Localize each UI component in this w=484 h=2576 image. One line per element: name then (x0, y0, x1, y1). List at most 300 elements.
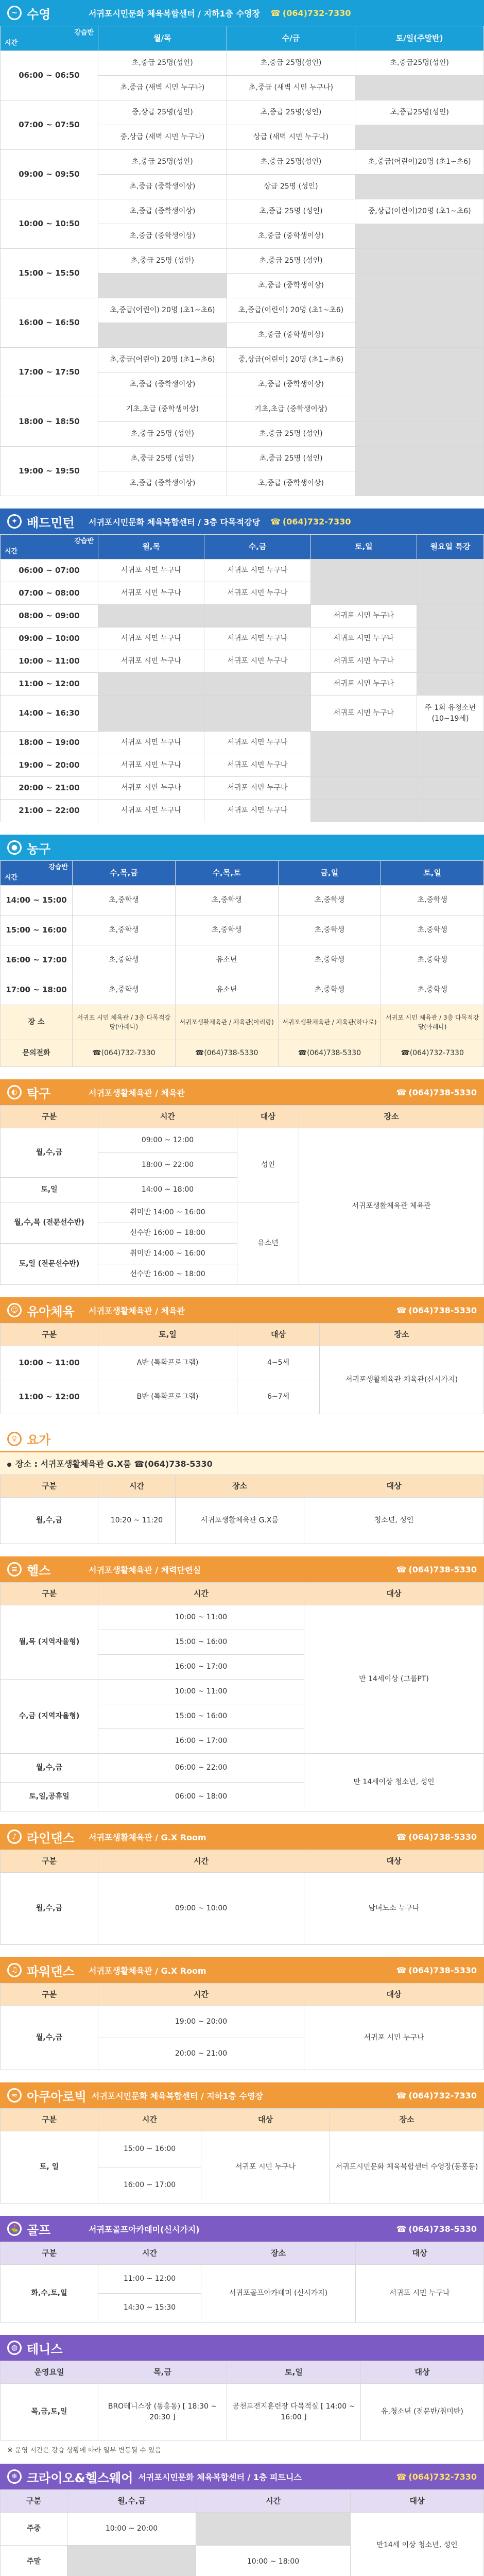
badminton-cell-empty (204, 696, 310, 732)
badminton-cell: 서귀포 시민 누구나 (98, 582, 204, 605)
gym-target: 만 14세이상 청소년, 성인 (304, 1754, 484, 1811)
rhythmic-tel[interactable]: ☎ (064)738-5330 (396, 1305, 477, 1315)
badminton-cell: 서귀포 시민 누구나 (310, 696, 417, 732)
basketball-table (0, 860, 484, 1067)
wellness-cell-empty (67, 2546, 196, 2576)
swim-cell: 초,중급 (중학생이상) (227, 274, 355, 298)
yoga-target: 청소년, 성인 (304, 1498, 484, 1544)
tabletennis-col: 장소 (299, 1106, 484, 1128)
badminton-time: 07:00 ~ 08:00 (1, 582, 98, 605)
rhythmic-prog: B반 (특화프로그램) (98, 1380, 237, 1414)
tabletennis-time: 취미반 14:00 ~ 16:00 (98, 1244, 237, 1264)
phone-icon: ☎ (270, 8, 281, 18)
swim-title: 수영 (27, 7, 51, 22)
golf-tel[interactable]: ☎ (064)738-5330 (396, 2224, 477, 2234)
badminton-time: 14:00 ~ 16:30 (1, 696, 98, 732)
tennis-section (0, 2335, 484, 2459)
gym-col: 대상 (304, 1583, 484, 1605)
badminton-time: 11:00 ~ 12:00 (1, 673, 98, 696)
phone-icon: ☎ (270, 516, 281, 527)
badminton-cell: 서귀포 시민 누구나 (204, 800, 310, 822)
gym-header (0, 1556, 484, 1582)
swim-cell: 중,상급 25명(성인) (98, 100, 227, 125)
yoga-col: 대상 (304, 1475, 484, 1498)
badminton-cell: 서귀포 시민 누구나 (98, 732, 204, 754)
badminton-cell: 서귀포 시민 누구나 (98, 777, 204, 800)
swim-cell: 초,중급 (새벽 시민 누구나) (227, 76, 355, 100)
tennis-icon: ◍ (7, 2341, 22, 2355)
rhythmic-target: 4~5세 (237, 1346, 320, 1380)
wellness-time: 10:00 ~ 18:00 (196, 2546, 351, 2576)
badminton-cell: 서귀포 시민 누구나 (98, 628, 204, 650)
wellness-title: 크라이오&헬스웨어 (27, 2470, 133, 2485)
rhythmic-col: 토,일 (98, 1324, 237, 1346)
golf-time: 14:30 ~ 15:30 (98, 2294, 201, 2323)
tabletennis-col: 구분 (1, 1106, 98, 1128)
snowflake-icon: ❄ (7, 2469, 22, 2484)
swim-section (0, 0, 484, 496)
aerobic-col: 시간 (98, 2109, 201, 2131)
gym-time: 06:00 ~ 22:00 (98, 1754, 304, 1783)
wellness-place: 서귀포시민문화 체육복합센터 / 1층 피트니스 (138, 2472, 302, 2482)
badminton-cell: 서귀포 시민 누구나 (204, 754, 310, 777)
swim-tel[interactable]: ☎ (064)732-7330 (270, 8, 351, 18)
basketball-header (0, 835, 484, 860)
swim-cell: 초,중급25명(성인) (355, 51, 484, 76)
linedance-col: 대상 (304, 1850, 484, 1873)
pilates-table (0, 1983, 484, 2070)
badminton-time: 06:00 ~ 07:00 (1, 560, 98, 582)
yoga-header (0, 1427, 484, 1452)
swim-time: 15:00 ~ 15:50 (1, 249, 98, 298)
golf-title: 골프 (27, 2223, 51, 2238)
swim-cell-empty (355, 76, 484, 100)
badminton-time: 10:00 ~ 11:00 (1, 650, 98, 673)
linedance-place: 서귀포생활체육관 / G.X Room (89, 1832, 206, 1842)
badminton-cell: 서귀포 시민 누구나 (310, 650, 417, 673)
pilates-target: 서귀포 시민 누구나 (304, 2006, 484, 2070)
badminton-cell: 서귀포 시민 누구나 (204, 777, 310, 800)
rhythmic-header (0, 1297, 484, 1323)
badminton-cell-empty (417, 582, 484, 605)
golf-header (0, 2216, 484, 2242)
badminton-cell-empty (417, 732, 484, 754)
swim-cell: 초,중급 25명 (성인) (227, 422, 355, 447)
basketball-section (0, 835, 484, 1067)
tabletennis-label: 월,수,금 (1, 1128, 98, 1178)
wellness-time: 10:00 ~ 20:00 (67, 2513, 196, 2546)
swim-cell-empty (355, 447, 484, 471)
badminton-cell: 서귀포 시민 누구나 (204, 650, 310, 673)
tabletennis-target: 유소년 (237, 1202, 299, 1285)
yoga-col: 시간 (98, 1475, 176, 1498)
basketball-cell: 초,중학생 (73, 945, 176, 975)
basketball-col-4: 토,일 (381, 861, 484, 886)
swim-time: 18:00 ~ 18:50 (1, 397, 98, 447)
aerobic-place: 서귀포시민문화 체육복합센터 / 지하1층 수영장 (91, 2091, 263, 2101)
badminton-cell-empty (310, 777, 417, 800)
tennis-cell: BRO테니스장 (동홍동) [ 18:30 ~ 20:30 ] (98, 2384, 227, 2441)
swim-col-1: 월/목 (98, 26, 227, 51)
swim-cell: 초,중급 (중학생이상) (227, 471, 355, 496)
badminton-cell-empty (417, 560, 484, 582)
tabletennis-col: 시간 (98, 1106, 237, 1128)
badminton-cell-empty (310, 800, 417, 822)
swim-time: 09:00 ~ 09:50 (1, 150, 98, 199)
yoga-table (0, 1475, 484, 1544)
swim-cell-empty (98, 274, 227, 298)
wellness-col: 구분 (1, 2490, 67, 2513)
basketball-col-1: 수,목,금 (73, 861, 176, 886)
badminton-cell-empty (417, 800, 484, 822)
swim-cell: 초,중급 25명 (성인) (98, 447, 227, 471)
child-icon: ☺ (7, 1303, 22, 1317)
badminton-cell-empty (417, 650, 484, 673)
basketball-tel[interactable]: ☎(064)732-7330 (381, 1040, 484, 1067)
swim-cell: 중,상급(어린이) 20명 (초1~초6) (227, 348, 355, 372)
tabletennis-col: 대상 (237, 1106, 299, 1128)
basketball-place-label: 장 소 (1, 1005, 73, 1040)
linedance-title: 라인댄스 (27, 1831, 75, 1845)
rhythmic-prog: A반 (특화프로그램) (98, 1346, 237, 1380)
golf-section (0, 2216, 484, 2323)
badminton-cell-empty (417, 605, 484, 628)
yoga-title: 요가 (27, 1433, 51, 1447)
swim-cell-empty (355, 471, 484, 496)
aerobic-target: 서귀포 시민 누구나 (201, 2131, 330, 2204)
badminton-cell: 서귀포 시민 누구나 (310, 628, 417, 650)
basketball-place: 서귀포 시민 체육관 / 3층 다목적강당(아레나) (381, 1005, 484, 1040)
basketball-col-3: 금,일 (278, 861, 381, 886)
badminton-cell: 서귀포 시민 누구나 (98, 560, 204, 582)
linedance-col: 시간 (98, 1850, 304, 1873)
tabletennis-label: 토,일 (1, 1178, 98, 1202)
basketball-tel-label: 문의전화 (1, 1040, 73, 1067)
swim-cell-empty (355, 397, 484, 422)
swim-time: 16:00 ~ 16:50 (1, 298, 98, 348)
tabletennis-time: 09:00 ~ 12:00 (98, 1128, 237, 1153)
golf-col: 구분 (1, 2242, 98, 2265)
shuttlecock-icon: ✦ (7, 514, 22, 529)
basketball-corner: 강습반 시간 (1, 861, 73, 886)
swim-cell: 초,중급 (중학생이상) (227, 323, 355, 348)
swim-cell-empty (355, 175, 484, 199)
basketball-time: 14:00 ~ 15:00 (1, 886, 73, 916)
basketball-cell: 초,중학생 (278, 886, 381, 916)
wellness-section (0, 2464, 484, 2576)
linedance-tel[interactable]: ☎ (064)738-5330 (396, 1832, 477, 1842)
yoga-label: 월,수,금 (1, 1498, 98, 1544)
golf-place: 서귀포골프아카데미(신시가지) (89, 2224, 200, 2234)
swim-cell: 초,중급 25명(성인) (227, 100, 355, 125)
tennis-note: ※ 운영 시간은 강습 상황에 따라 일부 변동될 수 있음 (7, 2447, 162, 2454)
dance-icon: ♪ (7, 1829, 22, 1844)
swim-cell-empty (355, 422, 484, 447)
wellness-table (0, 2489, 484, 2576)
swim-cell-empty (355, 372, 484, 397)
rhythmic-col: 대상 (237, 1324, 320, 1346)
aerobic-venue: 서귀포시민문화 체육복합센터 수영장(동홍동) (330, 2131, 484, 2204)
tabletennis-title: 탁구 (27, 1086, 51, 1101)
badminton-cell: 서귀포 시민 누구나 (204, 732, 310, 754)
tennis-cell: 공천포전지훈련장 다목적실 [ 14:00 ~ 16:00 ] (227, 2384, 361, 2441)
linedance-header (0, 1824, 484, 1850)
pilates-col: 대상 (304, 1984, 484, 2006)
yoga-icon: ♀ (7, 1432, 22, 1446)
pilates-tel[interactable]: ☎ (064)738-5330 (396, 1965, 477, 1975)
basketball-cell: 유소년 (175, 945, 278, 975)
swim-time: 07:00 ~ 07:50 (1, 100, 98, 150)
basketball-cell: 초,중학생 (73, 916, 176, 945)
badminton-col-2: 수,금 (204, 535, 310, 560)
gym-time: 10:00 ~ 11:00 (98, 1605, 304, 1630)
golf-venue: 서귀포골프아카데미 (신시가지) (201, 2265, 356, 2323)
rhythmic-venue: 서귀포생활체육관 체육관(신시가지) (320, 1346, 484, 1414)
basketball-col-2: 수,목,토 (175, 861, 278, 886)
linedance-time: 09:00 ~ 10:00 (98, 1873, 304, 1945)
basketball-cell: 초,중학생 (175, 886, 278, 916)
swim-corner: 강습반 시간 (1, 26, 98, 51)
wellness-col: 대상 (351, 2490, 484, 2513)
swim-header (0, 0, 484, 26)
badminton-cell-empty (98, 605, 204, 628)
pilates-header (0, 1957, 484, 1983)
basketball-cell: 초,중학생 (175, 916, 278, 945)
badminton-title: 배드민턴 (27, 515, 75, 530)
rhythmic-target: 6~7세 (237, 1380, 320, 1414)
swim-table (0, 26, 484, 496)
aerobic-col: 구분 (1, 2109, 98, 2131)
swim-cell: 초,중급 25명 (성인) (98, 249, 227, 274)
swim-cell-empty (355, 274, 484, 298)
swim-place: 서귀포시민문화 체육복합센터 / 지하1층 수영장 (89, 8, 260, 19)
rhythmic-section (0, 1297, 484, 1414)
tennis-col: 토,일 (227, 2361, 361, 2384)
swim-cell: 초,중급 25명(성인) (227, 150, 355, 175)
golf-table (0, 2242, 484, 2323)
golf-time: 11:00 ~ 12:00 (98, 2265, 201, 2294)
badminton-cell: 서귀포 시민 누구나 (204, 582, 310, 605)
gym-label: 월,목 (지역자율형) (1, 1605, 98, 1680)
badminton-col-1: 월,목 (98, 535, 204, 560)
gym-section (0, 1556, 484, 1811)
rhythmic-col: 장소 (320, 1324, 484, 1346)
wellness-label: 주중 (1, 2513, 67, 2546)
aerobic-time: 16:00 ~ 17:00 (98, 2167, 201, 2204)
pilates-title: 파워댄스 (27, 1964, 75, 1979)
swim-time: 19:00 ~ 19:50 (1, 447, 98, 496)
basketball-title: 농구 (27, 841, 51, 856)
badminton-cell-empty (204, 605, 310, 628)
tennis-header (0, 2335, 484, 2361)
swim-cell: 초,중급 (중학생이상) (227, 224, 355, 249)
basketball-tel[interactable]: ☎(064)738-5330 (175, 1040, 278, 1067)
pilates-time: 19:00 ~ 20:00 (98, 2006, 304, 2038)
tennis-title: 테니스 (27, 2342, 63, 2357)
basketball-time: 15:00 ~ 16:00 (1, 916, 73, 945)
badminton-cell-empty (98, 673, 204, 696)
badminton-section (0, 509, 484, 822)
swim-cell-empty (355, 224, 484, 249)
badminton-table (0, 534, 484, 822)
badminton-tel[interactable]: ☎ (064)732-7330 (270, 516, 351, 527)
yoga-section (0, 1427, 484, 1544)
basketball-cell: 초,중학생 (381, 916, 484, 945)
swim-cell: 초,중급 (중학생이상) (227, 372, 355, 397)
wellness-cell-empty (196, 2513, 351, 2546)
swim-cell: 중,상급 (새벽 시민 누구나) (98, 125, 227, 150)
badminton-col-3: 토,일 (310, 535, 417, 560)
basketball-cell: 초,중학생 (73, 975, 176, 1005)
basketball-place: 서귀포생활체육관 / 체육관(아리랑) (175, 1005, 278, 1040)
tennis-col: 목,금 (98, 2361, 227, 2384)
basketball-cell: 초,중학생 (278, 916, 381, 945)
swim-cell: 초,중급 25명(성인) (98, 150, 227, 175)
pilates-col: 구분 (1, 1984, 98, 2006)
badminton-place: 서귀포시민문화 체육복합센터 / 3층 다목적강당 (89, 517, 260, 527)
rhythmic-time: 11:00 ~ 12:00 (1, 1380, 98, 1414)
pilates-time: 20:00 ~ 21:00 (98, 2038, 304, 2070)
swim-cell: 기초,초급 (중학생이상) (98, 397, 227, 422)
swim-cell: 초,중급 (새벽 시민 누구나) (98, 76, 227, 100)
wave-icon: ≈ (7, 2088, 22, 2103)
golf-icon: ⛳ (7, 2222, 22, 2236)
golf-col: 대상 (356, 2242, 484, 2265)
badminton-time: 18:00 ~ 19:00 (1, 732, 98, 754)
aerobic-table (0, 2108, 484, 2204)
tabletennis-label: 월,수,목 (전문선수반) (1, 1202, 98, 1244)
wellness-header (0, 2464, 484, 2489)
basketball-cell: 유소년 (175, 975, 278, 1005)
tennis-table (0, 2361, 484, 2441)
badminton-time: 09:00 ~ 10:00 (1, 628, 98, 650)
badminton-cell-empty (310, 582, 417, 605)
badminton-cell-empty (310, 754, 417, 777)
golf-target: 서귀포 시민 누구나 (356, 2265, 484, 2323)
swim-cell-empty (355, 348, 484, 372)
basketball-icon: ● (7, 840, 22, 855)
gym-place: 서귀포생활체육관 / 체력단련실 (89, 1565, 201, 1575)
basketball-cell: 초,중학생 (278, 945, 381, 975)
gym-col: 구분 (1, 1583, 98, 1605)
badminton-time: 21:00 ~ 22:00 (1, 800, 98, 822)
golf-label: 화,수,토,일 (1, 2265, 98, 2323)
aerobic-section (0, 2082, 484, 2204)
tabletennis-time: 취미반 14:00 ~ 16:00 (98, 1202, 237, 1223)
badminton-cell-empty (98, 696, 204, 732)
swim-cell: 초,중급 (중학생이상) (98, 372, 227, 397)
linedance-target: 남녀노소 누구나 (304, 1873, 484, 1945)
swim-time: 17:00 ~ 17:50 (1, 348, 98, 397)
swim-icon: ~ (7, 6, 22, 20)
aerobic-header (0, 2082, 484, 2108)
badminton-cell-empty (417, 754, 484, 777)
linedance-col: 구분 (1, 1850, 98, 1873)
tabletennis-time: 선수반 16:00 ~ 18:00 (98, 1264, 237, 1285)
basketball-place: 서귀포 시민 체육관 / 3층 다목적강당(아레나) (73, 1005, 176, 1040)
tabletennis-venue: 서귀포생활체육관 체육관 (299, 1128, 484, 1285)
dumbbell-icon: ≡ (7, 1562, 22, 1577)
yoga-venue: 서귀포생활체육관 G.X룸 (176, 1498, 304, 1544)
gym-target: 만 14세이상 (그룹PT) (304, 1605, 484, 1754)
tabletennis-tel[interactable]: ☎ (064)738-5330 (396, 1087, 477, 1097)
badminton-corner: 강습반 시간 (1, 535, 98, 560)
yoga-time: 10:20 ~ 11:20 (98, 1498, 176, 1544)
rhythmic-col: 구분 (1, 1324, 98, 1346)
gym-time: 10:00 ~ 11:00 (98, 1680, 304, 1704)
swim-cell-empty (98, 323, 227, 348)
tabletennis-table (0, 1105, 484, 1285)
yoga-col: 구분 (1, 1475, 98, 1498)
tennis-col: 운영요일 (1, 2361, 98, 2384)
swim-cell: 초,중급 25명 (성인) (98, 422, 227, 447)
swim-cell: 초,중급 (중학생이상) (98, 175, 227, 199)
basketball-time: 16:00 ~ 17:00 (1, 945, 73, 975)
aerobic-col: 대상 (201, 2109, 330, 2131)
rhythmic-table (0, 1323, 484, 1414)
wellness-tel[interactable]: ☎ (064)732-7330 (396, 2471, 477, 2482)
gym-label: 월,수,금 (1, 1754, 98, 1783)
swim-cell: 초,중급 (중학생이상) (98, 224, 227, 249)
badminton-cell: 서귀포 시민 누구나 (98, 800, 204, 822)
swim-cell: 초,중급 (중학생이상) (98, 471, 227, 496)
basketball-place: 서귀포생활체육관 / 체육관(하나로) (278, 1005, 381, 1040)
swim-cell: 초,중급 (중학생이상) (98, 199, 227, 224)
badminton-time: 08:00 ~ 09:00 (1, 605, 98, 628)
basketball-tel[interactable]: ☎(064)732-7330 (73, 1040, 176, 1067)
badminton-time: 19:00 ~ 20:00 (1, 754, 98, 777)
badminton-cell: 서귀포 시민 누구나 (204, 628, 310, 650)
pilates-col: 시간 (98, 1984, 304, 2006)
swim-cell: 초,중급 25명 (성인) (227, 199, 355, 224)
swim-cell: 초,중급 25명(성인) (98, 51, 227, 76)
badminton-cell-empty (417, 673, 484, 696)
aerobic-time: 15:00 ~ 16:00 (98, 2131, 201, 2167)
swim-cell: 초,중급(어린이) 20명 (초1~초6) (227, 298, 355, 323)
tennis-target: 유,청소년 (전문반/취미반) (361, 2384, 484, 2441)
badminton-time: 20:00 ~ 21:00 (1, 777, 98, 800)
basketball-tel[interactable]: ☎(064)738-5330 (278, 1040, 381, 1067)
gym-time: 15:00 ~ 16:00 (98, 1630, 304, 1655)
golf-col: 장소 (201, 2242, 356, 2265)
swim-cell: 상급 25명 (성인) (227, 175, 355, 199)
badminton-cell-empty (417, 628, 484, 650)
swim-cell-empty (355, 125, 484, 150)
aerobic-title: 아쿠아로빅 (27, 2089, 87, 2104)
pilates-section (0, 1957, 484, 2070)
swim-cell: 초,중급 25명(성인) (227, 51, 355, 76)
pingpong-icon: ◐ (7, 1085, 22, 1099)
gym-time: 16:00 ~ 17:00 (98, 1655, 304, 1680)
gym-tel[interactable]: ☎ (064)738-5330 (396, 1564, 477, 1574)
basketball-cell: 초,중학생 (381, 945, 484, 975)
badminton-cell: 서귀포 시민 누구나 (310, 605, 417, 628)
basketball-cell: 초,중학생 (381, 975, 484, 1005)
basketball-cell: 초,중학생 (381, 886, 484, 916)
tabletennis-section (0, 1079, 484, 1285)
aerobic-label: 토, 일 (1, 2131, 98, 2204)
aerobic-col: 장소 (330, 2109, 484, 2131)
badminton-col-4: 월요일 특강 (417, 535, 484, 560)
aerobic-tel[interactable]: ☎ (064)732-7330 (396, 2090, 477, 2100)
rhythmic-time: 10:00 ~ 11:00 (1, 1346, 98, 1380)
tennis-col: 대상 (361, 2361, 484, 2384)
swim-cell: 중,상급(어린이)20명 (초1~초6) (355, 199, 484, 224)
badminton-cell-empty (310, 560, 417, 582)
yoga-banner: 장소 : 서귀포생활체육관 G.X룸 ☎(064)738-5330 (0, 1452, 484, 1475)
badminton-cell-empty (417, 777, 484, 800)
swim-cell: 초,중급(어린이) 20명 (초1~초6) (98, 298, 227, 323)
